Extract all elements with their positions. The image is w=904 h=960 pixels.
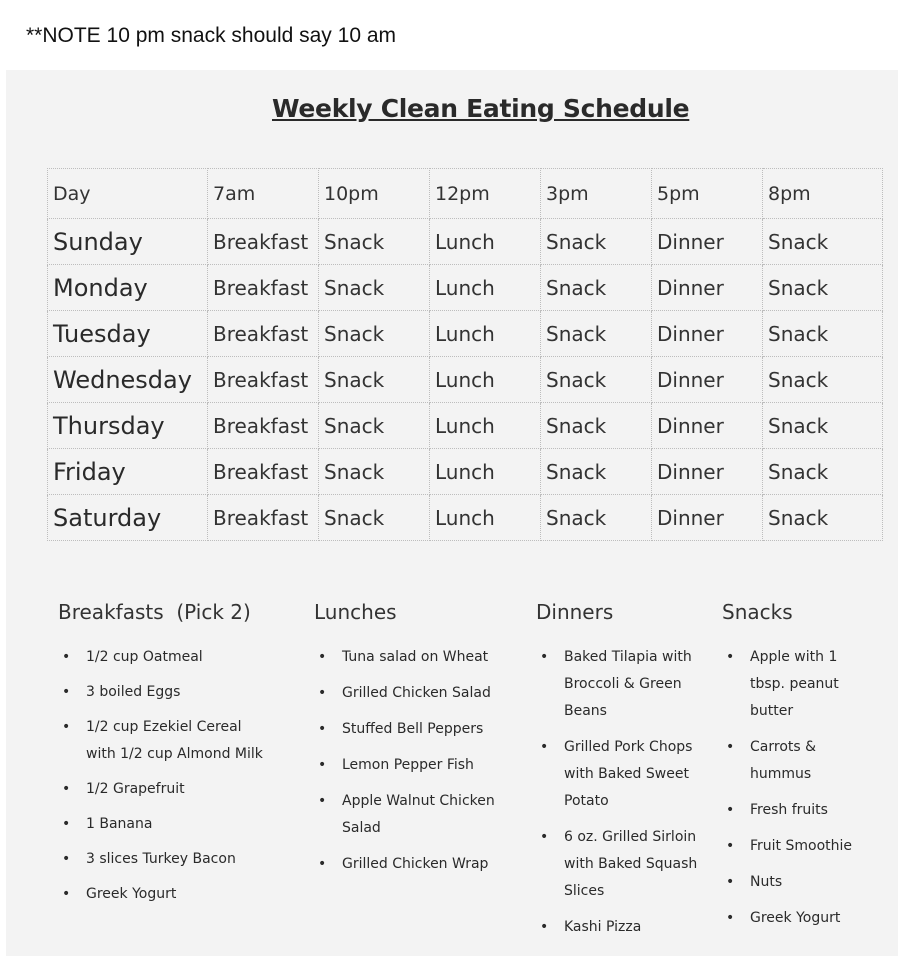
list-item [722, 869, 872, 896]
lunches-section [314, 600, 524, 878]
bullet-icon: • [318, 757, 327, 773]
meal-cell: Breakfast [208, 403, 319, 449]
bullet-icon: • [62, 851, 71, 867]
item-text: Lemon Pepper Fish [342, 757, 474, 773]
bullet-icon: • [726, 910, 735, 926]
meal-cell: Lunch [430, 495, 541, 541]
meal-cell: Dinner [652, 495, 763, 541]
header-3pm: 3pm [541, 169, 652, 219]
meal-cell: Breakfast [208, 495, 319, 541]
bullet-icon: • [726, 838, 735, 854]
bullet-icon: • [62, 886, 71, 902]
item-text: 1/2 Grapefruit [86, 781, 185, 797]
dinners-heading: Dinners [536, 600, 614, 624]
list-item [58, 881, 278, 908]
item-text: Grilled Pork Chops with Baked Sweet Potato [564, 739, 693, 809]
snacks-section [722, 600, 872, 932]
list-item [58, 644, 278, 671]
meal-cell: Breakfast [208, 219, 319, 265]
table-row [48, 219, 883, 265]
meal-cell: Breakfast [208, 311, 319, 357]
bullet-icon: • [62, 781, 71, 797]
day-cell: Friday [48, 449, 208, 495]
meal-cell: Snack [319, 449, 430, 495]
bullet-icon: • [62, 649, 71, 665]
item-text: 1/2 cup Ezekiel Cereal with 1/2 cup Almond Milk [86, 719, 263, 762]
bullet-icon: • [726, 649, 735, 665]
item-text: Apple with 1 tbsp. peanut butter [750, 649, 839, 719]
meal-cell: Snack [541, 449, 652, 495]
list-item [536, 734, 714, 815]
meal-cell: Lunch [430, 311, 541, 357]
item-text: Stuffed Bell Peppers [342, 721, 484, 737]
meal-cell: Dinner [652, 403, 763, 449]
dinners-section [536, 600, 716, 941]
meal-cell: Snack [763, 495, 883, 541]
meal-cell: Lunch [430, 403, 541, 449]
bullet-icon: • [318, 856, 327, 872]
list-item [314, 680, 524, 707]
item-text: 3 boiled Eggs [86, 684, 181, 700]
header-12pm: 12pm [430, 169, 541, 219]
list-item [58, 776, 278, 803]
item-text: Greek Yogurt [750, 910, 841, 926]
item-text: Apple Walnut Chicken Salad [342, 793, 495, 836]
list-item [314, 644, 524, 671]
meal-cell: Breakfast [208, 449, 319, 495]
day-cell: Saturday [48, 495, 208, 541]
list-item [722, 734, 860, 788]
bullet-icon: • [62, 719, 71, 735]
meal-cell: Lunch [430, 265, 541, 311]
breakfasts-heading: Breakfasts (Pick 2) [58, 600, 251, 624]
meal-cell: Snack [763, 403, 883, 449]
item-text: 1/2 cup Oatmeal [86, 649, 203, 665]
header-8pm: 8pm [763, 169, 883, 219]
meal-cell: Dinner [652, 449, 763, 495]
header-day: Day [48, 169, 208, 219]
list-item [58, 846, 278, 873]
meal-cell: Snack [763, 311, 883, 357]
meal-cell: Snack [763, 265, 883, 311]
bullet-icon: • [540, 649, 549, 665]
item-text: Fresh fruits [750, 802, 828, 818]
meal-cell: Snack [763, 357, 883, 403]
meal-cell: Lunch [430, 449, 541, 495]
item-text: Tuna salad on Wheat [342, 649, 489, 665]
header-7am: 7am [208, 169, 319, 219]
meal-cell: Lunch [430, 357, 541, 403]
breakfasts-list [58, 644, 278, 908]
meal-cell: Snack [319, 495, 430, 541]
list-item [314, 851, 524, 878]
item-text: Carrots & hummus [750, 739, 817, 782]
item-text: Baked Tilapia with Broccoli & Green Beans [564, 649, 692, 719]
list-item [722, 833, 872, 860]
list-item [314, 788, 512, 842]
list-item [314, 716, 524, 743]
snacks-heading: Snacks [722, 600, 793, 624]
item-text: Kashi Pizza [564, 919, 642, 935]
list-item [58, 811, 278, 838]
item-text: Grilled Chicken Salad [342, 685, 491, 701]
day-cell: Monday [48, 265, 208, 311]
table-row [48, 265, 883, 311]
meal-cell: Snack [319, 311, 430, 357]
snacks-list [722, 644, 872, 932]
item-text: Greek Yogurt [86, 886, 177, 902]
item-text: 1 Banana [86, 816, 153, 832]
bullet-icon: • [318, 649, 327, 665]
header-5pm: 5pm [652, 169, 763, 219]
bullet-icon: • [62, 684, 71, 700]
bullet-icon: • [726, 739, 735, 755]
list-item [58, 679, 278, 706]
table-row [48, 311, 883, 357]
bullet-icon: • [318, 685, 327, 701]
bullet-icon: • [318, 721, 327, 737]
table-header-row [48, 169, 883, 219]
meal-cell: Snack [541, 495, 652, 541]
meal-cell: Snack [319, 403, 430, 449]
lunches-list [314, 644, 524, 878]
day-cell: Sunday [48, 219, 208, 265]
breakfasts-section [58, 600, 278, 908]
item-text: Grilled Chicken Wrap [342, 856, 489, 872]
meal-cell: Dinner [652, 219, 763, 265]
meal-cell: Snack [541, 265, 652, 311]
meal-cell: Snack [763, 219, 883, 265]
list-item [536, 644, 714, 725]
lunches-heading: Lunches [314, 600, 397, 624]
meal-cell: Snack [319, 265, 430, 311]
meal-cell: Dinner [652, 265, 763, 311]
table-row [48, 357, 883, 403]
list-item [314, 752, 524, 779]
item-text: Nuts [750, 874, 783, 890]
day-cell: Wednesday [48, 357, 208, 403]
item-text: Fruit Smoothie [750, 838, 853, 854]
note-text: **NOTE 10 pm snack should say 10 am [26, 24, 397, 47]
bullet-icon: • [540, 739, 549, 755]
list-item [536, 914, 716, 941]
meal-cell: Lunch [430, 219, 541, 265]
dinners-list [536, 644, 716, 941]
table-row [48, 403, 883, 449]
meal-cell: Snack [319, 219, 430, 265]
bullet-icon: • [726, 802, 735, 818]
list-item [536, 824, 714, 905]
bullet-icon: • [540, 829, 549, 845]
meal-cell: Snack [319, 357, 430, 403]
schedule-table [47, 168, 883, 541]
meal-cell: Dinner [652, 357, 763, 403]
meal-cell: Snack [541, 403, 652, 449]
list-item [722, 644, 860, 725]
day-cell: Thursday [48, 403, 208, 449]
item-text: 3 slices Turkey Bacon [86, 851, 236, 867]
meal-cell: Breakfast [208, 357, 319, 403]
meal-cell: Snack [541, 311, 652, 357]
day-cell: Tuesday [48, 311, 208, 357]
meal-cell: Snack [541, 357, 652, 403]
bullet-icon: • [726, 874, 735, 890]
bullet-icon: • [540, 919, 549, 935]
meal-cell: Snack [763, 449, 883, 495]
list-item [58, 714, 266, 768]
bullet-icon: • [62, 816, 71, 832]
list-item [722, 905, 872, 932]
table-row [48, 449, 883, 495]
page-title: Weekly Clean Eating Schedule [272, 94, 690, 123]
meal-cell: Dinner [652, 311, 763, 357]
meal-cell: Snack [541, 219, 652, 265]
meal-cell: Breakfast [208, 265, 319, 311]
header-10pm: 10pm [319, 169, 430, 219]
item-text: 6 oz. Grilled Sirloin with Baked Squash Slices [564, 829, 698, 899]
table-row [48, 495, 883, 541]
list-item [722, 797, 872, 824]
bullet-icon: • [318, 793, 327, 809]
